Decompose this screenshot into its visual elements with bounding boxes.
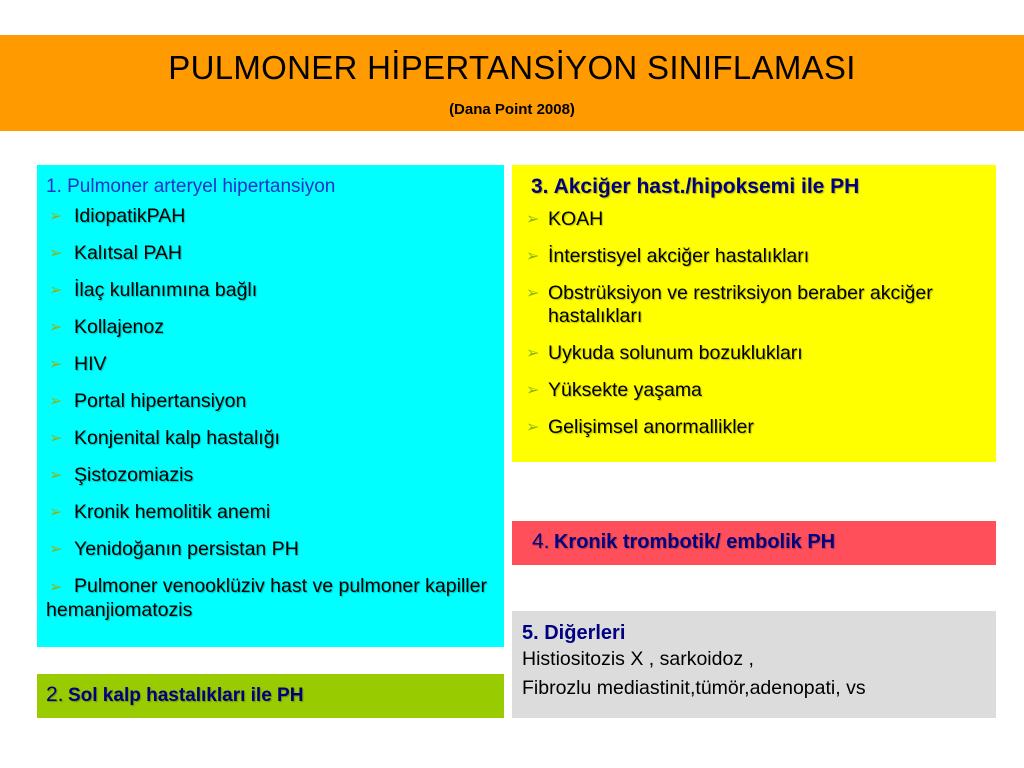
list-item xyxy=(46,242,504,265)
page-subtitle: (Dana Point 2008) xyxy=(449,101,575,118)
list-item-text: Şistozomiazis xyxy=(74,464,194,486)
list-item xyxy=(46,279,504,302)
list-item xyxy=(526,282,996,328)
list-item-text: Uykuda solunum bozuklukları xyxy=(548,342,803,364)
group-3-list xyxy=(526,208,996,439)
list-item-text: Pulmoner venooklüziv hast ve pulmoner kapiller hemanjiomatozis xyxy=(46,575,487,621)
arrow-bullet-icon: ➢ xyxy=(526,211,540,228)
arrow-bullet-icon: ➢ xyxy=(49,208,63,225)
group-3-box xyxy=(512,165,996,462)
arrow-bullet-icon: ➢ xyxy=(49,356,63,373)
list-item-text: Gelişimsel anormallikler xyxy=(548,416,754,438)
group-5-heading: 5. Diğerleri xyxy=(522,622,626,644)
arrow-bullet-icon: ➢ xyxy=(526,248,540,265)
list-item-text: İlaç kullanımına bağlı xyxy=(74,279,258,301)
group-3-heading: 3. Akciğer hast./hipoksemi ile PH xyxy=(531,175,860,198)
list-item-text: Obstrüksiyon ve restriksiyon beraber akciğer hastalıkları xyxy=(548,282,933,327)
group-2-number: 2. xyxy=(46,683,64,706)
list-item xyxy=(46,353,504,376)
group-4-box xyxy=(512,521,996,565)
list-item-text: IdiopatikPAH xyxy=(74,205,186,227)
list-item-text: Kronik hemolitik anemi xyxy=(74,501,271,523)
group-1-heading: 1. Pulmoner arteryel hipertansiyon xyxy=(46,176,336,197)
group-5-box xyxy=(512,611,996,718)
list-item-text: Portal hipertansiyon xyxy=(74,390,247,412)
list-item-text: Konjenital kalp hastalığı xyxy=(74,427,280,449)
list-item xyxy=(526,416,996,439)
list-item xyxy=(46,316,504,339)
list-item xyxy=(46,575,504,622)
group-1-list xyxy=(46,205,504,622)
group-2-box xyxy=(37,674,504,718)
list-item-text: Yenidoğanın persistan PH xyxy=(74,538,299,560)
group-5-line-2: Fibrozlu mediastinit,tümör,adenopati, vs xyxy=(522,677,866,699)
list-item xyxy=(526,379,996,402)
list-item xyxy=(46,205,504,228)
arrow-bullet-icon: ➢ xyxy=(526,345,540,362)
arrow-bullet-icon: ➢ xyxy=(49,504,63,521)
group-1-box xyxy=(37,165,504,647)
arrow-bullet-icon: ➢ xyxy=(49,245,63,262)
list-item xyxy=(46,464,504,487)
group-5-line-1: Histiositozis X , sarkoidoz , xyxy=(522,648,754,670)
group-4-number: 4. xyxy=(532,530,550,553)
list-item xyxy=(46,538,504,561)
list-item-text: HIV xyxy=(74,353,107,375)
arrow-bullet-icon: ➢ xyxy=(49,467,63,484)
arrow-bullet-icon: ➢ xyxy=(526,419,540,436)
group-2-label: Sol kalp hastalıkları ile PH xyxy=(67,685,304,706)
list-item-text: Kalıtsal PAH xyxy=(74,242,183,264)
group-4-label: Kronik trombotik/ embolik PH xyxy=(553,531,836,553)
arrow-bullet-icon: ➢ xyxy=(49,393,63,410)
list-item-text: KOAH xyxy=(548,208,604,230)
title-banner xyxy=(0,35,1024,131)
list-item xyxy=(526,342,996,365)
list-item xyxy=(526,208,996,231)
list-item xyxy=(46,427,504,450)
arrow-bullet-icon: ➢ xyxy=(526,285,540,302)
list-item-text: Yüksekte yaşama xyxy=(548,379,702,401)
arrow-bullet-icon: ➢ xyxy=(49,541,63,558)
arrow-bullet-icon: ➢ xyxy=(49,319,63,336)
arrow-bullet-icon: ➢ xyxy=(49,430,63,447)
list-item-text: Kollajenoz xyxy=(74,316,164,338)
list-item-text: İnterstisyel akciğer hastalıkları xyxy=(548,245,810,267)
page-title: PULMONER HİPERTANSİYON SINIFLAMASI xyxy=(168,49,856,86)
list-item xyxy=(46,501,504,524)
list-item xyxy=(526,245,996,268)
arrow-bullet-icon: ➢ xyxy=(526,382,540,399)
arrow-bullet-icon: ➢ xyxy=(49,579,63,596)
arrow-bullet-icon: ➢ xyxy=(49,282,63,299)
list-item xyxy=(46,390,504,413)
